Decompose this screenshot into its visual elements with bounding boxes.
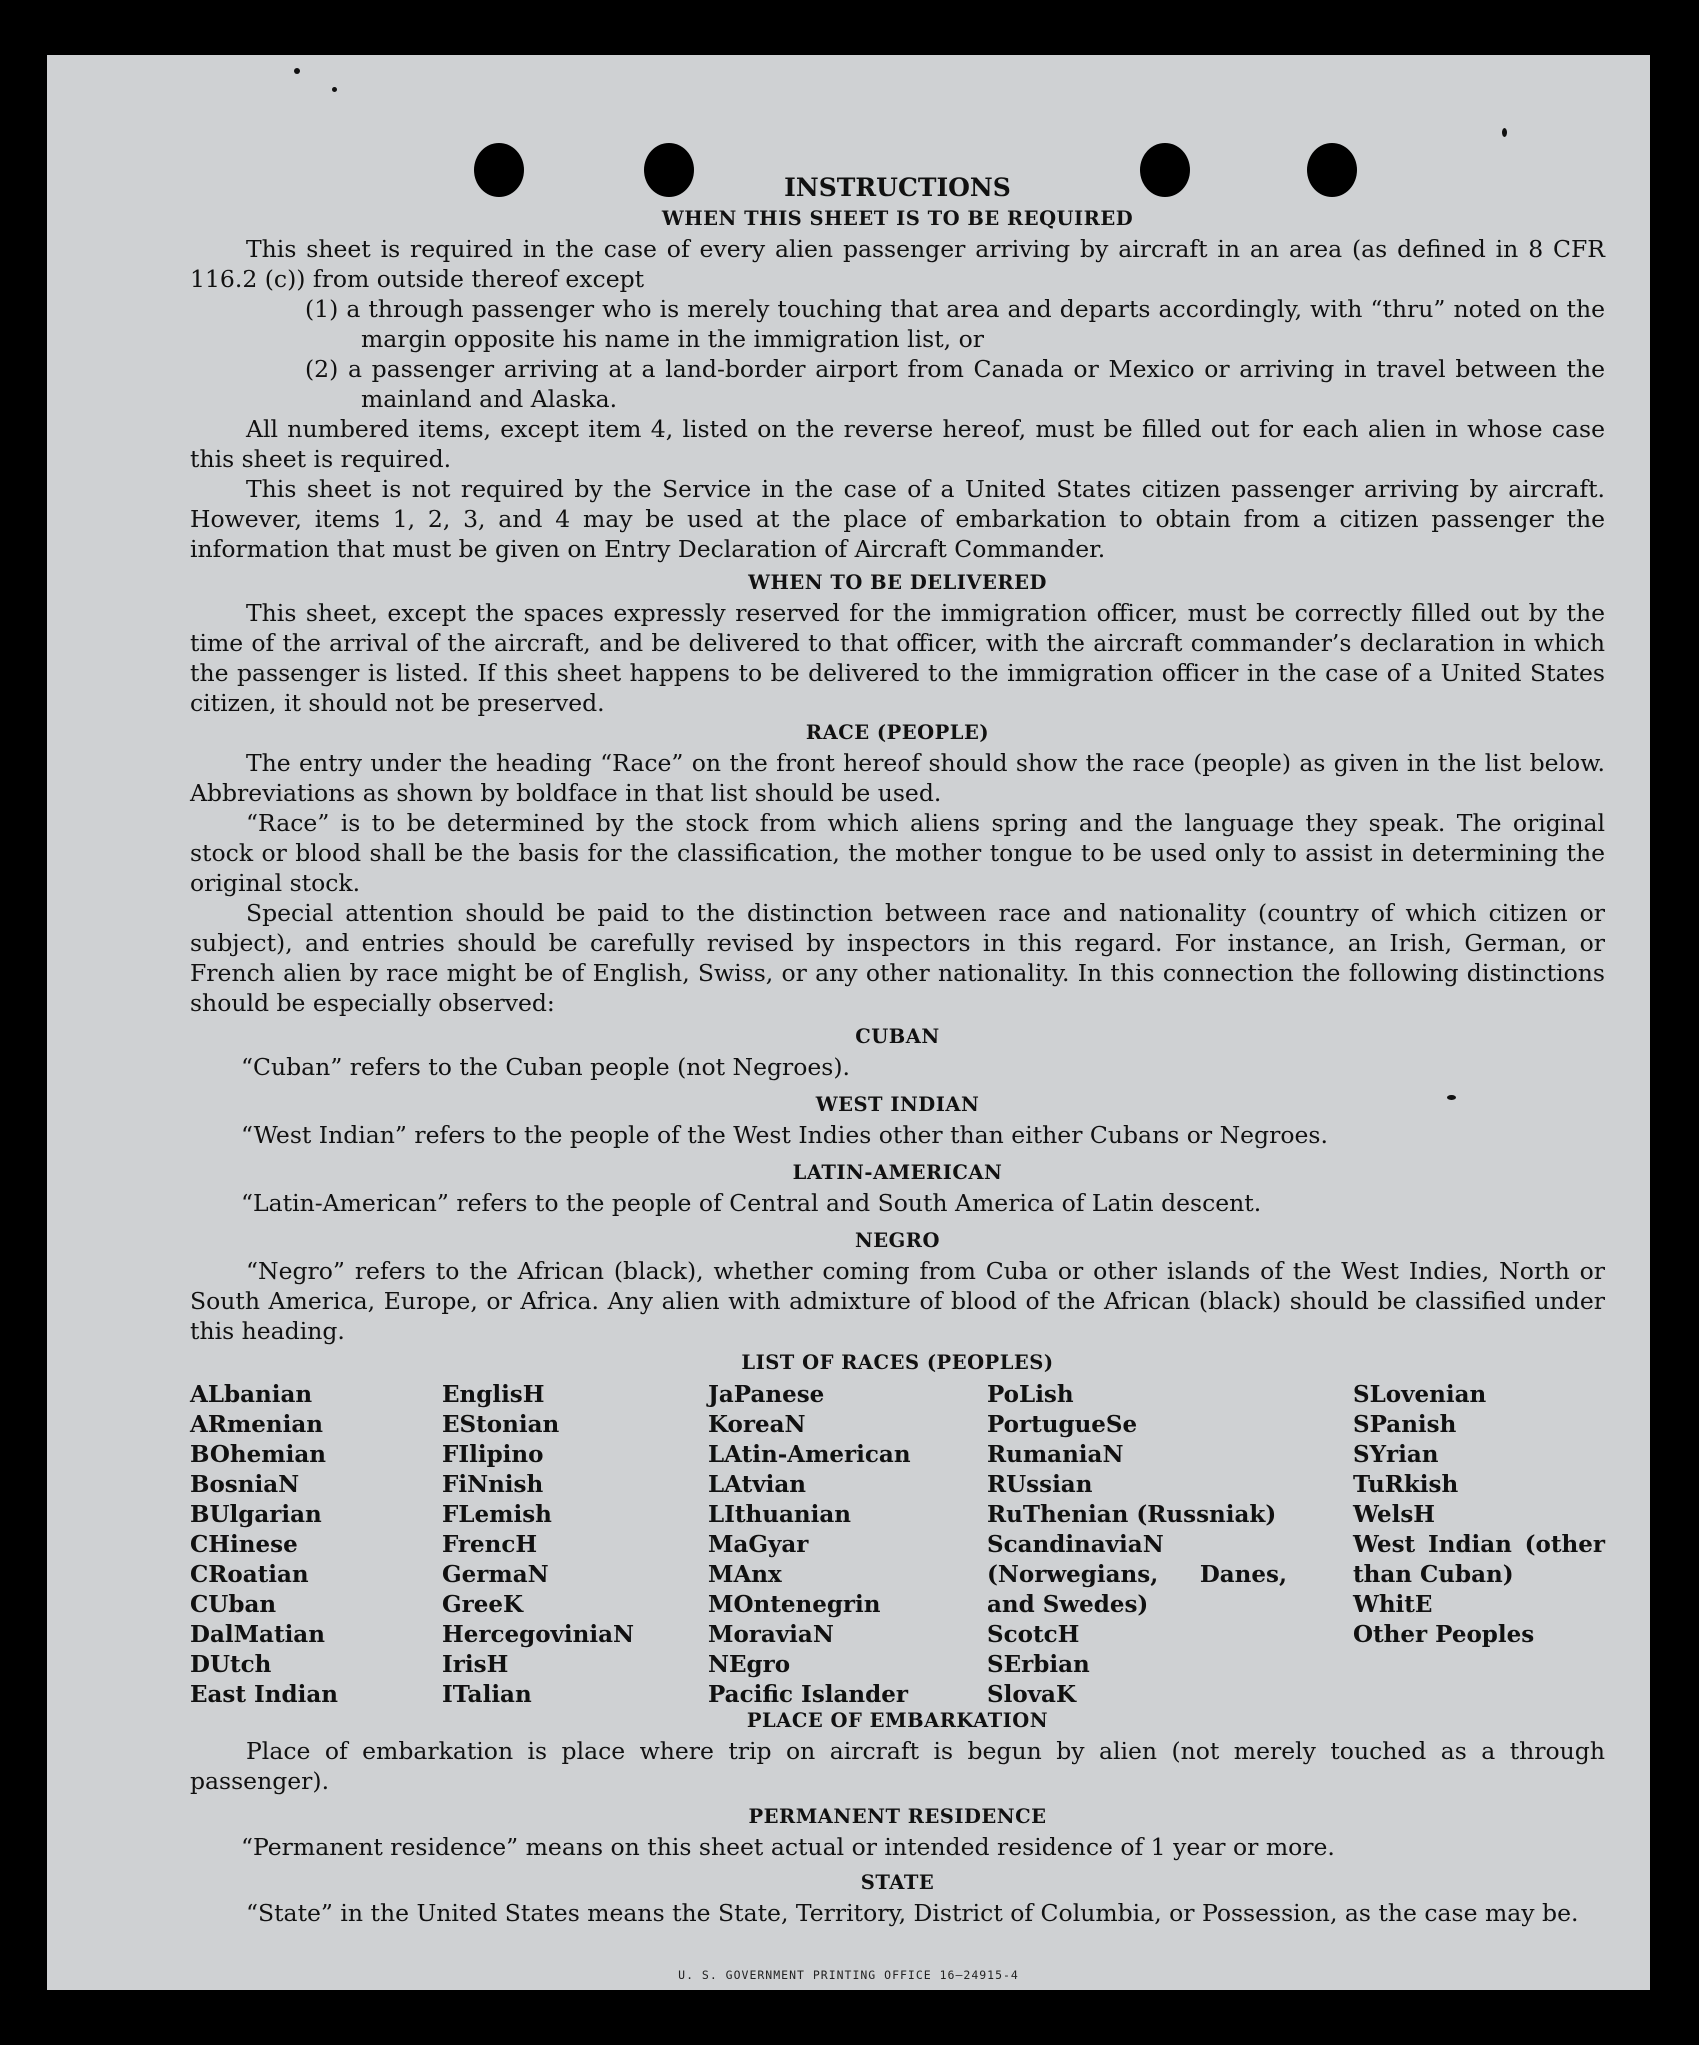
race-item: SlovaK (987, 1681, 1076, 1708)
race-item: RuThenian (Russniak) (987, 1501, 1277, 1528)
paragraph: This sheet is required in the case of every alien passenger arriving by aircraft in an area (as defined in 8 CFR 116.2 (c)) from outside thereof except (190, 235, 1605, 293)
race-column (442, 1380, 634, 1710)
race-item: KoreaN (708, 1411, 806, 1438)
document-sheet (47, 55, 1650, 1990)
definition-text: “Latin-American” refers to the people of Central and South America of Latin descent. (241, 1189, 1262, 1217)
race-item: MAnx (708, 1561, 782, 1588)
speck (294, 68, 300, 74)
race-item: GermaN (442, 1561, 549, 1588)
paragraph: This sheet, except the spaces expressly reserved for the immigration officer, must be correctly filled out by the time of the arrival of the aircraft, and be delivered to that officer, with the aircraft commander’s declaration in which the passenger is listed. If this sheet happens to be delivered to the immigration officer in the case of a United States citizen, it should not be preserved. (190, 599, 1605, 717)
race-column (987, 1380, 1287, 1710)
race-item: FiNnish (442, 1471, 544, 1498)
instructions-content (190, 172, 1605, 1928)
race-item: ITalian (442, 1681, 532, 1708)
race-column (190, 1380, 338, 1710)
race-item: PoLish (987, 1381, 1074, 1408)
page-title: INSTRUCTIONS (784, 173, 1011, 202)
definition-text: “West Indian” refers to the people of the West Indies other than either Cubans or Negroes. (241, 1121, 1328, 1149)
race-item: TuRkish (1353, 1471, 1459, 1498)
race-item: EStonian (442, 1411, 560, 1438)
race-item: ALbanian (190, 1381, 313, 1408)
definition-heading-latin-american: LATIN-AMERICAN (792, 1161, 1003, 1184)
speck (332, 87, 337, 92)
paragraph: “Race” is to be determined by the stock from which aliens spring and the language they speak. The original stock or blood shall be the basis for the classification, the mother tongue to be used only to assist in determining the original stock. (190, 809, 1605, 897)
race-item: RumaniaN (987, 1441, 1124, 1468)
race-item: MoraviaN (708, 1621, 834, 1648)
section-heading-embarkation: PLACE OF EMBARKATION (746, 1709, 1049, 1732)
definition-text: “Cuban” refers to the Cuban people (not Negroes). (241, 1053, 851, 1081)
race-item: MaGyar (708, 1531, 809, 1558)
printing-office-footer: U. S. GOVERNMENT PRINTING OFFICE 16—24915-4 (678, 1968, 1019, 1982)
paragraph: All numbered items, except item 4, listed on the reverse hereof, must be filled out for each alien in whose case this sheet is required. (190, 415, 1605, 473)
race-item: JaPanese (708, 1381, 825, 1408)
race-item: DalMatian (190, 1621, 325, 1648)
paragraph: Place of embarkation is place where trip on aircraft is begun by alien (not merely touched as a through passenger). (190, 1737, 1605, 1795)
race-item: CRoatian (190, 1561, 309, 1588)
section-heading-required: WHEN THIS SHEET IS TO BE REQUIRED (661, 207, 1134, 230)
race-list (190, 1380, 1605, 1706)
race-item: LIthuanian (708, 1501, 851, 1528)
race-item: SLovenian (1353, 1381, 1487, 1408)
paragraph: The entry under the heading “Race” on the front hereof should show the race (people) as given in the list below. Abbreviations as shown by boldface in that list should be used. (190, 749, 1605, 807)
race-item: MOntenegrin (708, 1591, 881, 1618)
list-item: (2) a passenger arriving at a land-border airport from Canada or Mexico or arriving in travel between the mainland and Alaska. (305, 355, 1605, 413)
race-item: Other Peoples (1353, 1621, 1535, 1648)
race-item: East Indian (190, 1681, 338, 1708)
definition-heading-west-indian: WEST INDIAN (815, 1093, 980, 1116)
race-item: LAtin-American (708, 1441, 911, 1468)
race-item: FLemish (442, 1501, 552, 1528)
race-column (1353, 1380, 1605, 1650)
race-item: WelsH (1353, 1501, 1436, 1528)
race-item: WhitE (1353, 1591, 1433, 1618)
race-item: FIlipino (442, 1441, 544, 1468)
definition-heading-cuban: CUBAN (855, 1025, 940, 1048)
race-item: FrencH (442, 1531, 538, 1558)
race-list-heading: LIST OF RACES (PEOPLES) (741, 1351, 1054, 1374)
race-item: ARmenian (190, 1411, 324, 1438)
race-item: SYrian (1353, 1441, 1439, 1468)
speck (1502, 128, 1507, 137)
race-item: BOhemian (190, 1441, 326, 1468)
race-item: GreeK (442, 1591, 524, 1618)
section-heading-state: STATE (860, 1871, 935, 1894)
section-heading-race: RACE (PEOPLE) (805, 721, 990, 744)
race-item: PortugueSe (987, 1411, 1138, 1438)
race-column (708, 1380, 911, 1710)
race-item: BosniaN (190, 1471, 300, 1498)
race-item: NEgro (708, 1651, 791, 1678)
race-item: ScotcH (987, 1621, 1080, 1648)
race-item: RUssian (987, 1471, 1093, 1498)
definition-heading-negro: NEGRO (854, 1229, 941, 1252)
race-item: ScandinaviaN (Norwegians, Danes, and Swedes) (987, 1531, 1287, 1618)
definition-text: “Negro” refers to the African (black), whether coming from Cuba or other islands of the West Indies, North or South America, Europe, or Africa. Any alien with admixture of blood of the African (black) should be classified under this heading. (190, 1257, 1605, 1345)
race-item: CHinese (190, 1531, 298, 1558)
race-item: IrisH (442, 1651, 509, 1678)
race-item: SPanish (1353, 1411, 1457, 1438)
section-heading-delivered: WHEN TO BE DELIVERED (748, 571, 1047, 594)
race-item: BUlgarian (190, 1501, 322, 1528)
paragraph: This sheet is not required by the Service in the case of a United States citizen passenger arriving by aircraft. However, items 1, 2, 3, and 4 may be used at the place of embarkation to obtain from a citizen passenger the information that must be given on Entry Declaration of Aircraft Commander. (190, 475, 1605, 563)
race-item: CUban (190, 1591, 277, 1618)
paragraph: “Permanent residence” means on this sheet actual or intended residence of 1 year or more. (241, 1833, 1335, 1861)
race-item: SErbian (987, 1651, 1090, 1678)
race-item: West Indian (other than Cuban) (1353, 1531, 1605, 1588)
list-item: (1) a through passenger who is merely touching that area and departs accordingly, with “thru” noted on the margin opposite his name in the immigration list, or (305, 295, 1605, 353)
section-heading-residence: PERMANENT RESIDENCE (748, 1805, 1047, 1828)
paragraph: “State” in the United States means the State, Territory, District of Columbia, or Possession, as the case may be. (246, 1899, 1579, 1927)
race-item: LAtvian (708, 1471, 806, 1498)
race-item: Pacific Islander (708, 1681, 908, 1708)
race-item: EnglisH (442, 1381, 545, 1408)
race-item: HercegoviniaN (442, 1621, 635, 1648)
race-item: DUtch (190, 1651, 272, 1678)
paragraph: Special attention should be paid to the distinction between race and nationality (country of which citizen or subject), and entries should be carefully revised by inspectors in this regard. For instance, an Irish, German, or French alien by race might be of English, Swiss, or any other nationality. In this connection the following distinctions should be especially observed: (190, 899, 1605, 1017)
